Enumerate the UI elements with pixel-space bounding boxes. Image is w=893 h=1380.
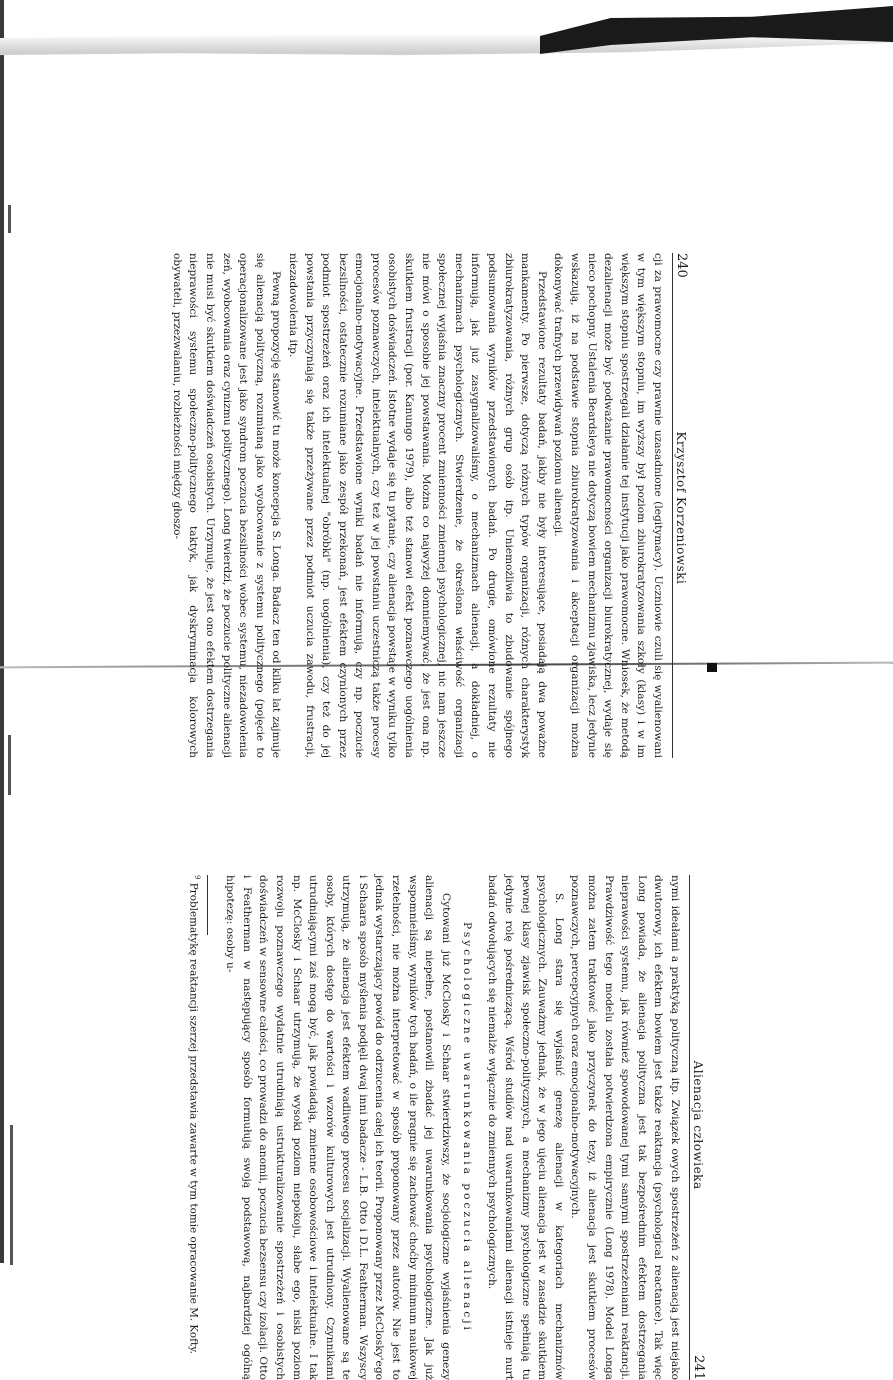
scan-shadow [0, 0, 893, 95]
page-241 [0, 875, 706, 1380]
footnote [185, 875, 203, 1380]
page-header [672, 253, 689, 758]
page-header [689, 875, 706, 1380]
scan-mark [8, 205, 11, 233]
paragraph: cji za prawomocne czy prawnie uzasadnione (legitymacy). Uczniowie czuli się wyalienowani w tym większym stopniu, im wyższy był poziom zbiurokratyzowania szkoły (klasy) i w im większym stopniu spostrzegali działanie tej instytucji jako prawomocne. Wniosek, że metodą dezalienacji może być podważanie prawomocności organizacji biurokratycznej, wydaje się nieco pochopny. Ustalenia Beardsleya nie dotyczą bowiem mechanizmu zjawiska, lecz jedynie wskazują, iż na podstawie stopnia zbiurokratyzowania i akceptacji organizacji można dokonywać trafnych przewidywań poziomu alienacji. [552, 253, 664, 758]
footnote-rule [207, 875, 208, 935]
paragraph: Pewną propozycję stanowić tu może koncepcja S. Longa. Badacz ten od kilku lat zajmuje się alienacją polityczną, rozumianą jako wyobcowanie z systemu politycznego (pojęcie to operacjonalizowane jest jako syndrom poczucia bezsilności wobec systemu, niezadowolenia zeń, wyobcowania oraz cynizmu politycznego). Long twierdzi, że poczucie polityczne alienacji nie musi być skutkiem doświadczeń osobistych. Urzymuje, że jest ono efektem dostrzegania nieprawości systemu społeczno-politycznego taktyk, jak dyskryminacja kolorowych obywateli, przezwalaniu, rozbieżności między głoszo- [170, 253, 283, 758]
page-number: 240 [674, 253, 689, 278]
footnote-text: Problematykę reaktancji szerzej przedstawia zawarte w tym tomie opracowanie M. Kofty. [187, 882, 200, 1354]
page-body [185, 875, 683, 1380]
page-number: 241 [691, 1355, 706, 1380]
paragraph: Cytowani już McClosky i Schaar stwierdziwszy, że socjologiczne wyjaśnienia genezy alienacji są niepełne, postanowili zbadać jej uwarunkowania psychologiczne. Jak już wspomnieliśmy, wyników tych badań, o ile pragnie się zachować choćby minimum naukowej rzetelności, nie można interpretować w sposób proponowany przez autorów. Nie jest to jednak wystarczający powód do odrzucenia całej ich teorii. Proponowany przez McClosky'ego i Schaara sposób myślenia podjęli dwaj inni badacze - L.B. Otto i D.L. Featherman. Wszyscy utrzymują, że alienacja jest efektem wadliwego procesu socjalizacji. Wyalienowane są te osoby, których dostęp do wartości i wzorów kulturowych jest utrudniony. Czynnikami utrudniającymi zaś mogą być, jak powiadają, zmienne osobowościowe i intelektualne. I tak np. McClosky i Schaar utrzymują, że wysoki poziom niepokoju, słabe ego, niski poziom rozwoju poznawczego wydatnie utrudniają ustrukturalizowanie spostrzeżeń i osobistych doświadczeń w sensowne całości, co prowadzi do anomii, poczucia bezsensu czy izolacji. Otto i Featherman w następujący sposób formułują swoją podstawową, najbardziej ogólną hipotezę: osoby u- [224, 875, 452, 1380]
paragraph: S. Long stara się wyjaśnić genezę alienacji w kategoriach mechanizmów psychologicznych. Zauważmy jednak, że w jego ujęciu alienacja jest w zasadzie skutkiem pewnej klasy zjawisk społeczno-politycznych, a mechanizmy psychologiczne spełniają tu jedynie rolę pośredniczącą. Wśród studiów nad uwarunkowaniami alienacji istnieje nurt badań odwołujących się niemalże wyłącznie do zmiennych psychologicznych. [486, 875, 565, 1380]
fold-mark [707, 663, 717, 672]
running-head: Krzysztof Korzeniowski [674, 431, 688, 585]
running-head: Alienacja człowieka [691, 1060, 705, 1190]
section-heading: Psychologiczne uwarunkowania poczucia alienacji [460, 922, 473, 1333]
page-body [168, 253, 666, 758]
paragraph: Przedstawione rezultaty badań, jakby nie były interesujące, posiadają dwa poważne mankamenty. Po pierwsze, dotyczą różnych typów organizacji, różnych charakterystyk zbiurokratyzowania, różnych grup osób itp. Uniemożliwia to zbudowanie spójnego podsumowania wyników przedstawionych badań. Po drugie, omówione rezultaty nie informują, jak już zasygnalizowaliśmy, o mechanizmach alienacji, a dokładniej, o mechanizmach psychologicznych. Stwierdzenie, że określona właściwość organizacji społecznej wyjaśnia znaczny procent zmienności zmiennej psychologicznej, nic nam jeszcze nie mówi o sposobie jej powstawania. Można co najwyżej domniemywać, że jest ona np. skutkiem frustracji (por. Kanungo 1979), albo też stanowi efekt poznawczego uogólnienia osobistych doświadczeń. Istotne wydaje się tu pytanie, czy alienacja powstaje w wyniku tylko procesów poznawczych, intelektualnych, czy też w jej powstaniu uczestniczą także procesy emocjonalno-motywacyjne. Przedstawione wyniki badań nie informują, czy np. poczucie bezsilności, ostatecznie rozumiane jako zespół przekonań, jest efektem czynionych przez podmiot spostrzeżeń oraz ich intelektualnej "obróbki" (np. uogólnienia), czy też do jej powstania przyczyniają się także przeżywane przez podmiot uczucia zawodu, frustracji, niezadowolenia itp. [286, 253, 548, 758]
paragraph: nymi ideałami a praktyką polityczną itp. Związek owych spostrzeżeń z alienacją jest niejako dwutorowy, ich efektem bowiem jest także reaktancja (psychological reactance). Tak więc Long powiada, że alienacja polityczna jest tak bezpośrednim efektem dostrzegania nieprawości systemu, jak również spowodowanej tymi samymi spostrzeżeniami reaktancji. Prawdziwość tego modelu została potwierdzona empirycznie (Long 1978). Model Longa można zatem traktować jako przyczynek do tezy, iż alienacja jest skutkiem procesów poznawczych, percepcyjnych oraz emocjonalno-motywacyjnych. [569, 875, 681, 1380]
footnote-mark: 9 [192, 875, 201, 880]
page-240 [0, 253, 689, 758]
